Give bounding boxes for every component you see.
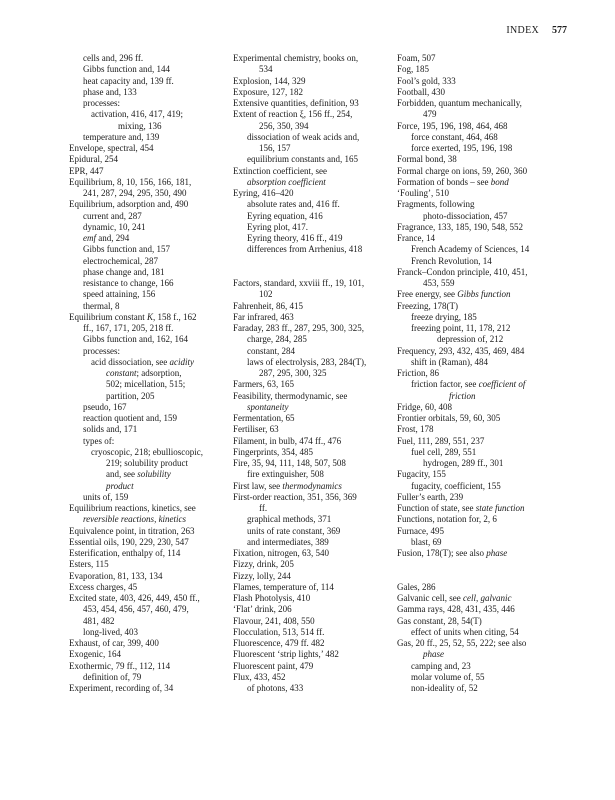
index-entry: Fire, 35, 94, 111, 148, 507, 508 bbox=[233, 458, 346, 468]
index-column-1 bbox=[69, 53, 227, 694]
index-entry: heat capacity and, 139 ff. bbox=[83, 75, 174, 86]
index-entry: 453, 454, 456, 457, 460, 479, bbox=[83, 604, 189, 615]
index-entry: Frequency, 293, 432, 435, 469, 484 bbox=[397, 345, 525, 356]
index-entry: photo-dissociation, 457 bbox=[423, 210, 508, 221]
index-entry: Gibbs function and, 144 bbox=[83, 64, 170, 75]
index-entry: Feasibility, thermodynamic, see bbox=[233, 390, 348, 401]
index-entry: non-ideality of, 52 bbox=[411, 683, 478, 693]
index-entry: partition, 205 bbox=[106, 390, 155, 401]
index-entry: Experimental chemistry, books on, bbox=[233, 53, 359, 63]
index-entry: shift in (Raman), 484 bbox=[411, 356, 488, 367]
index-entry: Flames, temperature of, 114 bbox=[233, 581, 334, 592]
index-entry: Experiment, recording of, 34 bbox=[69, 683, 174, 693]
index-entry: solids and, 171 bbox=[83, 424, 138, 435]
index-entry: 502; micellation, 515; bbox=[106, 379, 186, 390]
index-entry: differences from Arrhenius, 418 bbox=[247, 244, 363, 255]
index-entry: Fugacity, 155 bbox=[397, 469, 446, 480]
index-entry: Exhaust, of car, 399, 400 bbox=[69, 638, 159, 648]
index-entry: Extinction coefficient, see bbox=[233, 165, 328, 176]
index-entry: effect of units when citing, 54 bbox=[411, 626, 519, 637]
index-entry: Filament, in bulb, 474 ff., 476 bbox=[233, 435, 342, 446]
index-entry: France, 14 bbox=[397, 233, 435, 243]
index-entry: Forbidden, quantum mechanically, bbox=[397, 98, 522, 108]
index-entry: Faraday, 283 ff., 287, 295, 300, 325, bbox=[233, 323, 364, 333]
index-entry: 534 bbox=[259, 64, 273, 75]
index-entry: Epidural, 254 bbox=[69, 154, 118, 165]
page-number: 577 bbox=[552, 25, 567, 36]
index-entry: dissociation of weak acids and, bbox=[247, 131, 360, 142]
index-entry: molar volume of, 55 bbox=[411, 671, 485, 682]
index-entry: Equilibrium, 8, 10, 156, 166, 181, bbox=[69, 176, 192, 187]
index-entry: hydrogen, 289 ff., 301 bbox=[423, 458, 504, 468]
index-entry: constant; adsorption, bbox=[106, 368, 182, 378]
index-entry: Fixation, nitrogen, 63, 540 bbox=[233, 548, 329, 558]
index-entry: Flocculation, 513, 514 ff. bbox=[233, 626, 325, 637]
index-entry: types of: bbox=[83, 435, 115, 446]
index-entry: Force, 195, 196, 198, 464, 468 bbox=[397, 120, 508, 131]
spacer bbox=[233, 267, 393, 278]
index-entry: fuel cell, 289, 551 bbox=[411, 446, 477, 457]
index-entry: processes: bbox=[83, 98, 120, 108]
index-entry: ‘Flat’ drink, 206 bbox=[233, 604, 292, 615]
index-entry: product bbox=[106, 480, 134, 491]
index-entry: Gibbs function and, 162, 164 bbox=[83, 334, 188, 345]
index-entry: fugacity, coefficient, 155 bbox=[411, 480, 501, 491]
index-entry: Fizzy, lolly, 244 bbox=[233, 570, 291, 581]
index-entry: 241, 287, 294, 295, 350, 490 bbox=[83, 188, 187, 198]
index-entry: Eyring plot, 417. bbox=[247, 221, 308, 232]
index-entry: pseudo, 167 bbox=[83, 401, 127, 412]
index-entry: Exposure, 127, 182 bbox=[233, 86, 303, 97]
index-entry: of photons, 433 bbox=[247, 683, 304, 693]
index-entry: spontaneity bbox=[247, 401, 289, 412]
index-entry: Gas constant, 28, 54(T) bbox=[397, 615, 482, 626]
index-entry: Fizzy, drink, 205 bbox=[233, 559, 294, 570]
index-entry: Gales, 286 bbox=[397, 581, 436, 592]
index-entry: absolute rates and, 416 ff. bbox=[247, 199, 340, 210]
index-entry: Essential oils, 190, 229, 230, 547 bbox=[69, 536, 189, 547]
index-entry: emf and, 294 bbox=[83, 233, 130, 243]
index-entry: Eyring theory, 416 ff., 419 bbox=[247, 233, 343, 243]
index-entry: freezing point, 11, 178, 212 bbox=[411, 323, 511, 333]
index-entry: ff. bbox=[259, 503, 268, 513]
index-entry: First law, see thermodynamics bbox=[233, 480, 342, 491]
index-entry: units of, 159 bbox=[83, 491, 129, 502]
index-entry: Factors, standard, xxviii ff., 19, 101, bbox=[233, 278, 365, 288]
index-entry: current and, 287 bbox=[83, 210, 142, 221]
index-entry: Fermentation, 65 bbox=[233, 413, 295, 423]
index-entry: 453, 559 bbox=[423, 278, 455, 288]
index-entry: Exogenic, 164 bbox=[69, 649, 121, 660]
index-entry: 219; solubility product bbox=[106, 458, 188, 468]
index-entry: definition of, 79 bbox=[83, 671, 142, 682]
index-entry: and intermediates, 389 bbox=[247, 536, 329, 547]
index-entry: Fridge, 60, 408 bbox=[397, 401, 452, 412]
index-entry: Frontier orbitals, 59, 60, 305 bbox=[397, 413, 501, 423]
index-entry: Fertiliser, 63 bbox=[233, 424, 279, 435]
index-entry: camping and, 23 bbox=[411, 660, 471, 671]
index-entry: cells and, 296 ff. bbox=[83, 53, 144, 63]
index-entry: 479 bbox=[423, 109, 437, 120]
index-entry: Gibbs function and, 157 bbox=[83, 244, 170, 255]
index-entry: Football, 430 bbox=[397, 86, 446, 97]
index-entry: Excess charges, 45 bbox=[69, 581, 138, 592]
index-entry: mixing, 136 bbox=[118, 120, 162, 131]
index-entry: Furnace, 495 bbox=[397, 525, 444, 536]
index-entry: Foam, 507 bbox=[397, 53, 436, 63]
spacer bbox=[397, 571, 575, 582]
index-entry: Galvanic cell, see cell, galvanic bbox=[397, 593, 512, 603]
index-entry: Function of state, see state function bbox=[397, 503, 525, 513]
index-entry: Flash Photolysis, 410 bbox=[233, 593, 311, 603]
index-entry: Fool’s gold, 333 bbox=[397, 75, 456, 86]
index-entry: Explosion, 144, 329 bbox=[233, 75, 306, 86]
index-entry: Gamma rays, 428, 431, 435, 446 bbox=[397, 604, 515, 615]
index-entry: ‘Fouling’, 510 bbox=[397, 188, 450, 198]
index-entry: Flavour, 241, 408, 550 bbox=[233, 615, 315, 626]
index-entry: phase and, 133 bbox=[83, 86, 137, 97]
index-entry: Esters, 115 bbox=[69, 559, 109, 570]
index-entry: Fluorescent ‘strip lights,’ 482 bbox=[233, 649, 339, 660]
index-entry: fire extinguisher, 508 bbox=[247, 469, 324, 480]
index-entry: absorption coefficient bbox=[247, 176, 326, 187]
index-entry: Fingerprints, 354, 485 bbox=[233, 446, 313, 457]
index-entry: and, see solubility bbox=[106, 469, 171, 480]
index-entry: Fragrance, 133, 185, 190, 548, 552 bbox=[397, 221, 523, 232]
index-entry: Fluorescent paint, 479 bbox=[233, 660, 314, 671]
index-entry: Farmers, 63, 165 bbox=[233, 379, 294, 390]
index-column-3 bbox=[397, 53, 575, 694]
index-entry: blast, 69 bbox=[411, 536, 442, 547]
index-entry: friction factor, see coefficient of bbox=[411, 379, 526, 390]
index-entry: 102 bbox=[259, 289, 273, 300]
index-entry: phase bbox=[423, 649, 444, 660]
index-entry: Frost, 178 bbox=[397, 424, 434, 435]
index-entry: dynamic, 10, 241 bbox=[83, 221, 146, 232]
index-entry: Freezing, 178(T) bbox=[397, 300, 458, 311]
index-entry: reaction quotient and, 159 bbox=[83, 413, 177, 423]
index-entry: Equilibrium constant K, 158 f., 162 bbox=[69, 311, 197, 322]
index-entry: temperature and, 139 bbox=[83, 131, 160, 142]
index-entry: Franck–Condon principle, 410, 451, bbox=[397, 266, 528, 277]
index-entry: depression of, 212 bbox=[437, 334, 504, 345]
index-entry: friction bbox=[449, 390, 476, 401]
running-head: INDEX bbox=[506, 25, 539, 36]
index-entry: Fuel, 111, 289, 551, 237 bbox=[397, 435, 485, 446]
index-entry: Friction, 86 bbox=[397, 368, 439, 378]
index-entry: Fog, 185 bbox=[397, 64, 430, 75]
index-entry: French Academy of Sciences, 14 bbox=[411, 244, 530, 255]
page-header bbox=[506, 25, 567, 36]
index-entry: graphical methods, 371 bbox=[247, 514, 332, 525]
index-entry: ff., 167, 171, 205, 218 ff. bbox=[83, 323, 174, 333]
index-entry: cryoscopic, 218; ebullioscopic, bbox=[91, 446, 203, 457]
index-entry: EPR, 447 bbox=[69, 165, 104, 176]
index-entry: Free energy, see Gibbs function bbox=[397, 289, 511, 300]
index-entry: Fusion, 178(T); see also phase bbox=[397, 548, 508, 558]
spacer bbox=[397, 559, 575, 570]
index-entry: Formal charge on ions, 59, 260, 360 bbox=[397, 165, 528, 176]
index-entry: 481, 482 bbox=[83, 615, 115, 626]
index-entry: First-order reaction, 351, 356, 369 bbox=[233, 491, 357, 502]
index-entry: Functions, notation for, 2, 6 bbox=[397, 514, 497, 525]
index-entry: activation, 416, 417, 419; bbox=[91, 109, 183, 120]
index-entry: long-lived, 403 bbox=[83, 626, 138, 637]
index-entry: 287, 295, 300, 325 bbox=[259, 368, 327, 378]
index-entry: acid dissociation, see acidity bbox=[91, 356, 194, 367]
index-entry: laws of electrolysis, 283, 284(T), bbox=[247, 356, 367, 367]
index-column-2 bbox=[233, 53, 393, 694]
index-entry: Flux, 433, 452 bbox=[233, 671, 286, 682]
index-entry: Fuller’s earth, 239 bbox=[397, 491, 464, 502]
index-entry: Excited state, 403, 426, 449, 450 ff., bbox=[69, 593, 200, 603]
index-entry: constant, 284 bbox=[247, 345, 295, 356]
index-entry: Equivalence point, in titration, 263 bbox=[69, 525, 195, 536]
index-entry: Evaporation, 81, 133, 134 bbox=[69, 570, 163, 581]
index-entry: freeze drying, 185 bbox=[411, 311, 477, 322]
index-entry: thermal, 8 bbox=[83, 300, 120, 311]
index-entry: Equilibrium, adsorption and, 490 bbox=[69, 199, 189, 210]
index-entry: processes: bbox=[83, 345, 120, 356]
index-entry: force constant, 464, 468 bbox=[411, 131, 498, 142]
index-entry: equilibrium constants and, 165 bbox=[247, 154, 358, 165]
index-entry: 256, 350, 394 bbox=[259, 120, 309, 131]
index-entry: phase change and, 181 bbox=[83, 266, 165, 277]
index-entry: French Revolution, 14 bbox=[411, 255, 492, 266]
index-entry: charge, 284, 285 bbox=[247, 334, 307, 345]
index-entry: Esterification, enthalpy of, 114 bbox=[69, 548, 181, 558]
index-entry: Fluorescence, 479 ff. 482 bbox=[233, 638, 325, 648]
index-entry: reversible reactions, kinetics bbox=[83, 514, 187, 525]
index-entry: force exerted, 195, 196, 198 bbox=[411, 143, 513, 153]
index-entry: Envelope, spectral, 454 bbox=[69, 143, 154, 153]
index-entry: speed attaining, 156 bbox=[83, 289, 156, 300]
index-entry: Exothermic, 79 ff., 112, 114 bbox=[69, 660, 171, 671]
index-entry: 156, 157 bbox=[259, 143, 291, 153]
index-entry: Fahrenheit, 86, 415 bbox=[233, 300, 303, 311]
index-entry: Eyring, 416–420 bbox=[233, 188, 294, 198]
index-entry: units of rate constant, 369 bbox=[247, 525, 341, 536]
index-entry: Formal bond, 38 bbox=[397, 154, 457, 165]
index-entry: resistance to change, 166 bbox=[83, 278, 174, 288]
index-entry: Equilibrium reactions, kinetics, see bbox=[69, 503, 196, 513]
index-entry: Gas, 20 ff., 25, 52, 55, 222; see also bbox=[397, 638, 527, 648]
index-entry: Formation of bonds – see bond bbox=[397, 176, 509, 187]
index-entry: Fragments, following bbox=[397, 199, 475, 210]
spacer bbox=[233, 256, 393, 267]
index-entry: electrochemical, 287 bbox=[83, 255, 158, 266]
index-entry: Far infrared, 463 bbox=[233, 311, 294, 322]
index-entry: Eyring equation, 416 bbox=[247, 210, 323, 221]
index-entry: Extent of reaction ξ, 156 ff., 254, bbox=[233, 109, 353, 120]
index-entry: Extensive quantities, definition, 93 bbox=[233, 98, 359, 108]
